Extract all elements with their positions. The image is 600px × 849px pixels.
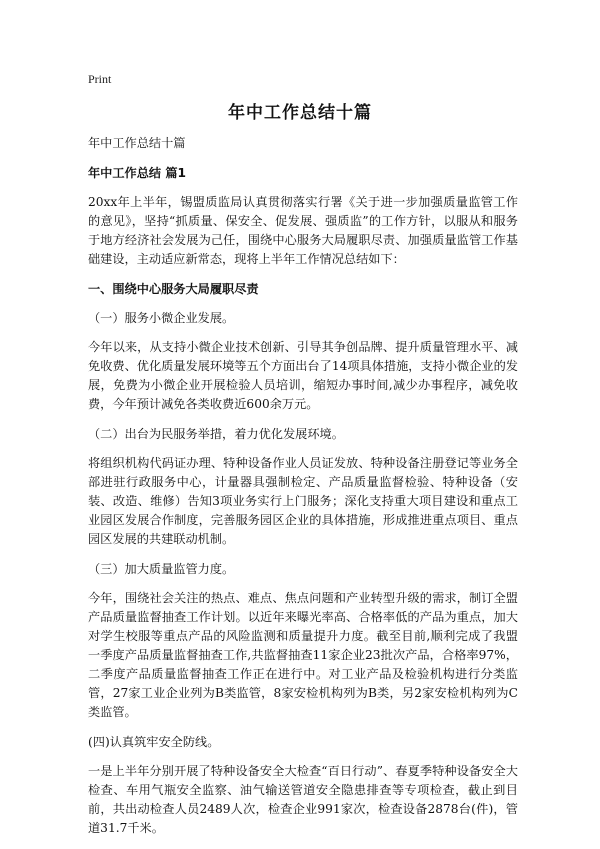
paragraph-2: 将组织机构代码证办理、特种设备作业人员证发放、特种设备注册登记等业务全部进驻行政服务中心，计量器具强制检定、产品质量监督检验、特种设备（安装、改造、维修）告知3项业务实行上门服务；深化支持重大项目建设和重点工业园区发展合作制度，完善服务园区企业的具体措施，形成推进重点项目、重点园区发展的共建联动机制。 xyxy=(88,456,518,546)
section-heading: 年中工作总结 篇1 xyxy=(88,166,187,180)
page-title: 年中工作总结十篇 xyxy=(228,103,372,123)
subheading-3: （三）加大质量监管力度。 xyxy=(88,562,235,576)
subheading-1: （一）服务小微企业发展。 xyxy=(88,311,235,325)
paragraph-4: 一是上半年分别开展了特种设备安全大检查“百日行动”、春夏季特种设备安全大检查、车用气瓶安全监察、油气输送管道安全隐患排查等专项检查，截止到目前，共出动检查人员2489人次，检查企业991家次，检查设备2878台(件)，管道31.7千米。 xyxy=(88,764,518,835)
subheading-4: (四)认真筑牢安全防线。 xyxy=(88,735,220,749)
subheading-2: （二）出台为民服务举措，着力优化发展环境。 xyxy=(88,427,344,441)
document-body xyxy=(88,134,518,849)
print-link[interactable]: Print xyxy=(88,72,112,86)
paragraph-3: 今年，围绕社会关注的热点、难点、焦点问题和产业转型升级的需求，制订全盟产品质量监督抽查工作计划。以近年来曝光率高、合格率低的产品为重点，加大对学生校服等重点产品的风险监测和质量提升力度。截至目前,顺利完成了我盟一季度产品质量监督抽查工作,共监督抽查11家企业23批次产品，合格率97%，二季度产品质量监督抽查工作正在进行中。对工业产品及检验机构进行分类监管，27家工业企业列为B类监管，8家安检机构列为B类，另2家安检机构列为C类监管。 xyxy=(88,591,518,719)
paragraph-1: 今年以来，从支持小微企业技术创新、引导其争创品牌、提升质量管理水平、减免收费、优化质量发展环境等五个方面出台了14项具体措施，支持小微企业的发展，免费为小微企业开展检验人员培训，缩短办事时间,减少办事程序，减免收费，今年预计减免各类收费近600余万元。 xyxy=(88,340,518,411)
heading-1: 一、围绕中心服务大局履职尽责 xyxy=(88,282,259,296)
intro-paragraph: 20xx年上半年，锡盟质监局认真贯彻落实行署《关于进一步加强质量监管工作的意见》，坚持“抓质量、保安全、促发展、强质监”的工作方针，以服从和服务于地方经济社会发展为己任，围绕中心服务大局履职尽责、加强质量监管工作基础建设，主动适应新常态，现将上半年工作情况总结如下： xyxy=(88,195,518,266)
document-subtitle: 年中工作总结十篇 xyxy=(88,136,186,150)
